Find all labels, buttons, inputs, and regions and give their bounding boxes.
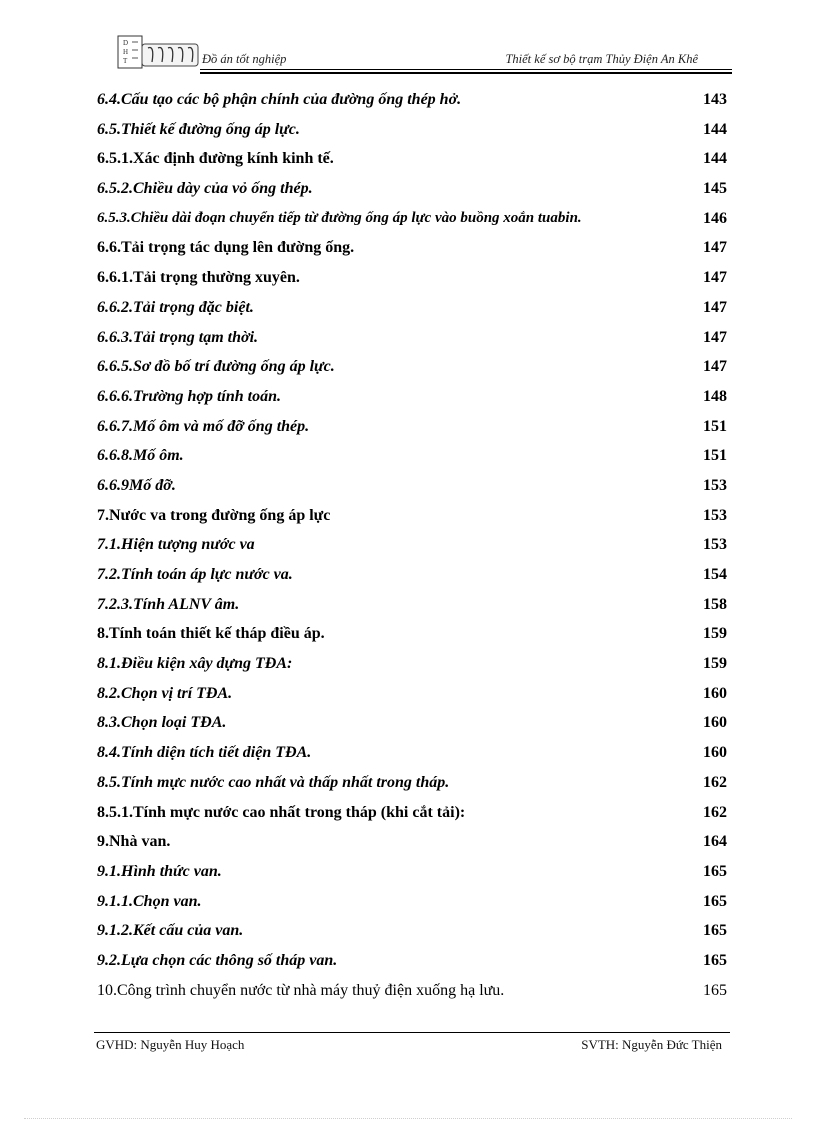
svg-text:T: T bbox=[123, 57, 128, 65]
toc-entry bbox=[97, 738, 727, 768]
toc-entry-page: 159 bbox=[703, 655, 727, 673]
toc-entry-page: 158 bbox=[703, 595, 727, 613]
toc-entry-title: 9.Nhà van. bbox=[97, 833, 171, 851]
toc-entry-page: 165 bbox=[703, 892, 727, 910]
header-right-text: Thiết kế sơ bộ trạm Thủy Điện An Khê bbox=[505, 52, 698, 66]
page-edge bbox=[24, 1118, 792, 1119]
toc-entry-page: 145 bbox=[703, 180, 727, 198]
toc-entry-page: 148 bbox=[703, 387, 727, 405]
header-divider-thick bbox=[200, 72, 732, 74]
toc-entry bbox=[97, 857, 727, 887]
toc-entry bbox=[97, 887, 727, 917]
toc-entry-title: 6.6.5.Sơ đồ bố trí đường ống áp lực. bbox=[97, 358, 335, 376]
toc-entry bbox=[97, 115, 727, 145]
toc-entry bbox=[97, 679, 727, 709]
footer-divider bbox=[94, 1032, 730, 1033]
toc-entry-title: 6.5.Thiết kế đường ống áp lực. bbox=[97, 120, 300, 138]
toc-entry-title: 7.1.Hiện tượng nước va bbox=[97, 536, 255, 554]
toc-entry bbox=[97, 708, 727, 738]
toc-entry-title: 6.6.3.Tải trọng tạm thời. bbox=[97, 328, 259, 346]
toc-entry-page: 162 bbox=[703, 773, 727, 791]
toc-entry-title: 8.2.Chọn vị trí TĐA. bbox=[97, 684, 233, 702]
toc-entry-title: 6.5.1.Xác định đường kính kinh tế. bbox=[97, 150, 334, 168]
toc-entry-title: 8.5.Tính mực nước cao nhất và thấp nhất trong tháp. bbox=[97, 773, 450, 791]
toc-entry bbox=[97, 649, 727, 679]
toc-entry bbox=[97, 441, 727, 471]
toc-entry-page: 162 bbox=[703, 803, 727, 821]
toc-entry-title: 6.5.3.Chiều dài đoạn chuyển tiếp từ đường ống áp lực vào buồng xoắn tuabin. bbox=[97, 209, 582, 226]
toc-entry-page: 151 bbox=[703, 447, 727, 465]
toc-entry-page: 143 bbox=[703, 91, 727, 108]
toc-entry-title: 7.Nước va trong đường ống áp lực bbox=[97, 506, 331, 524]
toc-entry-title: 6.6.8.Mố ôm. bbox=[97, 447, 184, 465]
toc-entry bbox=[97, 293, 727, 323]
toc-entry bbox=[97, 233, 727, 263]
table-of-contents bbox=[97, 85, 727, 1005]
toc-entry-title: 9.2.Lựa chọn các thông số tháp van. bbox=[97, 951, 338, 969]
page-header bbox=[106, 32, 732, 72]
toc-entry-page: 147 bbox=[703, 298, 727, 316]
toc-entry bbox=[97, 382, 727, 412]
toc-entry-title: 9.1.2.Kết cấu của van. bbox=[97, 922, 244, 940]
header-left-text: Đồ án tốt nghiệp bbox=[202, 52, 287, 66]
toc-entry-page: 164 bbox=[703, 833, 727, 851]
svg-text:H: H bbox=[123, 48, 129, 56]
toc-entry-title: 8.Tính toán thiết kế tháp điều áp. bbox=[97, 625, 325, 643]
toc-entry bbox=[97, 471, 727, 501]
toc-entry-page: 144 bbox=[703, 120, 727, 138]
toc-entry bbox=[97, 619, 727, 649]
toc-entry-page: 147 bbox=[703, 328, 727, 346]
toc-entry bbox=[97, 323, 727, 353]
toc-entry-title: 8.4.Tính diện tích tiết diện TĐA. bbox=[97, 744, 312, 762]
toc-entry bbox=[97, 352, 727, 382]
toc-entry bbox=[97, 560, 727, 590]
toc-entry bbox=[97, 976, 727, 1006]
toc-entry-title: 7.2.Tính toán áp lực nước va. bbox=[97, 566, 293, 583]
toc-entry-page: 165 bbox=[703, 951, 727, 969]
toc-entry bbox=[97, 263, 727, 293]
toc-entry bbox=[97, 590, 727, 620]
toc-entry-title: 8.5.1.Tính mực nước cao nhất trong tháp (khi cắt tải): bbox=[97, 803, 466, 821]
footer-student: SVTH: Nguyễn Đức Thiện bbox=[581, 1037, 722, 1052]
toc-entry-page: 147 bbox=[703, 239, 727, 257]
toc-entry-title: 6.6.1.Tải trọng thường xuyên. bbox=[97, 269, 300, 287]
toc-entry bbox=[97, 768, 727, 798]
toc-entry-page: 165 bbox=[703, 922, 727, 940]
toc-entry-title: 8.3.Chọn loại TĐA. bbox=[97, 714, 227, 732]
toc-entry bbox=[97, 174, 727, 204]
toc-entry bbox=[97, 530, 727, 560]
toc-entry bbox=[97, 946, 727, 976]
toc-entry-page: 160 bbox=[703, 684, 727, 702]
toc-entry-page: 151 bbox=[703, 417, 727, 435]
toc-entry-title: 10.Công trình chuyển nước từ nhà máy thuỷ điện xuống hạ lưu. bbox=[97, 981, 505, 999]
toc-entry-title: 7.2.3.Tính ALNV âm. bbox=[97, 595, 240, 613]
toc-entry-page: 153 bbox=[703, 536, 727, 554]
toc-entry-title: 6.4.Cấu tạo các bộ phận chính của đường ống thép hở. bbox=[97, 91, 462, 108]
toc-entry-page: 165 bbox=[703, 862, 727, 880]
toc-entry-page: 153 bbox=[703, 506, 727, 524]
toc-entry-page: 144 bbox=[703, 150, 727, 168]
toc-entry bbox=[97, 144, 727, 174]
svg-text:D: D bbox=[123, 39, 129, 47]
toc-entry-title: 6.6.7.Mố ôm và mố đỡ ống thép. bbox=[97, 417, 310, 435]
toc-entry-title: 6.6.Tải trọng tác dụng lên đường ống. bbox=[97, 239, 355, 257]
toc-entry bbox=[97, 798, 727, 828]
toc-entry-title: 6.6.6.Trường hợp tính toán. bbox=[97, 387, 281, 405]
toc-entry bbox=[97, 916, 727, 946]
toc-entry-title: 9.1.1.Chọn van. bbox=[97, 892, 202, 910]
toc-entry-page: 165 bbox=[703, 981, 727, 999]
toc-entry-title: 8.1.Điều kiện xây dựng TĐA: bbox=[97, 655, 293, 673]
toc-entry-page: 153 bbox=[703, 476, 727, 494]
toc-entry-page: 154 bbox=[703, 566, 727, 583]
toc-entry-page: 147 bbox=[703, 269, 727, 287]
toc-entry bbox=[97, 412, 727, 442]
toc-entry-title: 9.1.Hình thức van. bbox=[97, 862, 222, 880]
header-divider bbox=[200, 69, 732, 70]
toc-entry bbox=[97, 204, 727, 234]
toc-entry-page: 159 bbox=[703, 625, 727, 643]
toc-entry-title: 6.6.9Mố đỡ. bbox=[97, 476, 176, 494]
toc-entry-page: 160 bbox=[703, 744, 727, 762]
toc-entry-title: 6.6.2.Tải trọng đặc biệt. bbox=[97, 298, 254, 316]
toc-entry bbox=[97, 85, 727, 115]
toc-entry-page: 147 bbox=[703, 358, 727, 376]
footer-advisor: GVHD: Nguyễn Huy Hoạch bbox=[96, 1037, 245, 1052]
toc-entry-page: 146 bbox=[703, 209, 727, 227]
toc-entry-page: 160 bbox=[703, 714, 727, 732]
toc-entry bbox=[97, 501, 727, 531]
toc-entry bbox=[97, 827, 727, 857]
university-logo-icon bbox=[114, 34, 200, 70]
toc-entry-title: 6.5.2.Chiều dày của vỏ ống thép. bbox=[97, 180, 313, 198]
